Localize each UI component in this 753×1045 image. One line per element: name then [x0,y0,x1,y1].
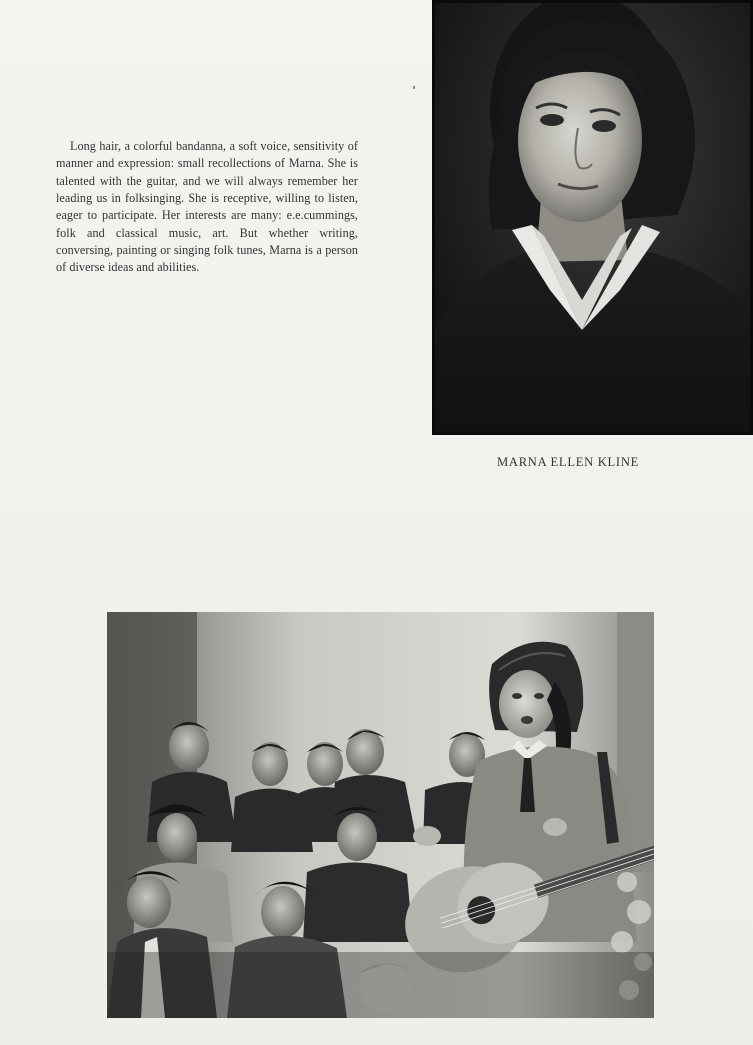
folksinging-photo [107,612,654,1018]
portrait-caption: MARNA ELLEN KLINE [497,455,640,469]
bio-paragraph: Long hair, a colorful bandanna, a soft voice, sensitivity of manner and expression: small recollections of Marna. She is talented with the guitar, and we will always remember her leading us in folksinging. She is receptive, willing to listen, eager to participate. Her interests are many: e.e.cummings, folk and classical music, art. But whether writing, conversing, painting or singing folk tunes, Marna is a person of diverse ideas and abilities. [56,139,358,275]
print-speck [413,86,415,89]
portrait-photo [432,0,753,435]
